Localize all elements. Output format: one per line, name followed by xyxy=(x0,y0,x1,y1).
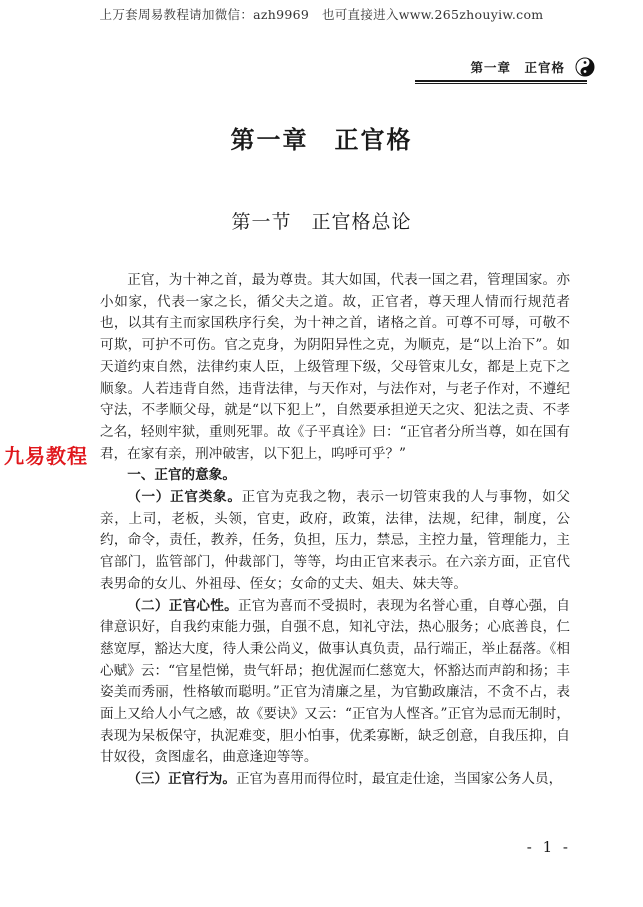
page-number: - 1 - xyxy=(526,838,571,856)
paragraph-category xyxy=(100,487,570,596)
top-banner: 上万套周易教程请加微信：azh9969 也可直接进入www.265zhouyiw.com xyxy=(99,7,544,22)
paragraph-behavior xyxy=(100,769,570,791)
yin-yang-icon xyxy=(575,57,595,77)
running-header xyxy=(470,56,595,78)
paragraph-temperament xyxy=(100,596,570,770)
header-rule xyxy=(415,80,587,82)
text-category: 正官为克我之物，表示一切管束我的人与事物，如父亲，上司，老板，头领，官吏，政府，政策，法律，法规，纪律，制度，公约，命令，责任，教养，任务，负担，压力，禁忌，主控力量，管理能力，主官部门，监管部门，仲裁部门，等等，均由正官来表示。在六亲方面，正官代表男命的女儿、外祖母、侄女；女命的丈夫、姐夫、妹夫等。 xyxy=(100,489,571,592)
running-header-text: 第一章 正官格 xyxy=(470,60,565,75)
label-category: （一）正官类象。 xyxy=(127,489,242,506)
label-behavior: （三）正官行为。 xyxy=(127,771,236,788)
label-temperament: （二）正官心性。 xyxy=(127,597,238,614)
body-text xyxy=(100,270,570,791)
text-temperament: 正官为喜而不受损时，表现为名誉心重，自尊心强，自律意识好，自我约束能力强，自强不息，知礼守法，热心服务；心底善良，仁慈宽厚，豁达大度，待人秉公尚义，做事认真负责，品行端正，举止磊落。《相心赋》云：“官星恺悌，贵气轩昂；抱优渥而仁慈宽大，怀豁达而声韵和扬；丰姿美而秀丽，性格敏而聪明。”正官为清廉之星，为官勤政廉洁，不贪不占，表面上又给人小气之感，故《要诀》又云：“正官为人悭吝。”正官为忌而无制时，表现为呆板保守，执泥难变，胆小怕事，优柔寡断，缺乏创意，自我压抑，自甘奴役，贪图虚名，曲意逢迎等等。 xyxy=(100,597,570,766)
chapter-title: 第一章 正官格 xyxy=(230,125,413,154)
header-rule-thin xyxy=(415,83,587,84)
text-behavior: 正官为喜用而得位时，最宜走仕途，当国家公务人员， xyxy=(235,771,563,788)
section-title: 第一节 正官格总论 xyxy=(231,211,412,233)
watermark-logo: 九易教程 xyxy=(4,444,88,468)
heading-meaning: 一、正官的意象。 xyxy=(127,467,236,484)
intro-paragraph: 正官，为十神之首，最为尊贵。其大如国，代表一国之君，管理国家。亦小如家，代表一家之长，循父夫之道。故，正官者，尊天理人情而行规范者也，以其有主而家国秩序行矣，为十神之首，诸格之首。可尊不可辱，可敬不可欺，可护不可伤。官之克身，为阴阳异性之克，为顺克，是“以上治下”。如天道约束自然，法律约束人臣，上级管理下级，父母管束儿女，都是上克下之顺象。人若违背自然，违背法律，与天作对，与法作对，与老子作对，不遵纪守法，不孝顺父母，就是“以下犯上”，自然要承担逆天之灾、犯法之责、不孝之名，轻则牢狱，重则死罪。故《子平真诠》曰：“正官者分所当尊，如在国有君，在家有亲，刑冲破害，以下犯上，呜呼可乎？” xyxy=(100,272,570,462)
